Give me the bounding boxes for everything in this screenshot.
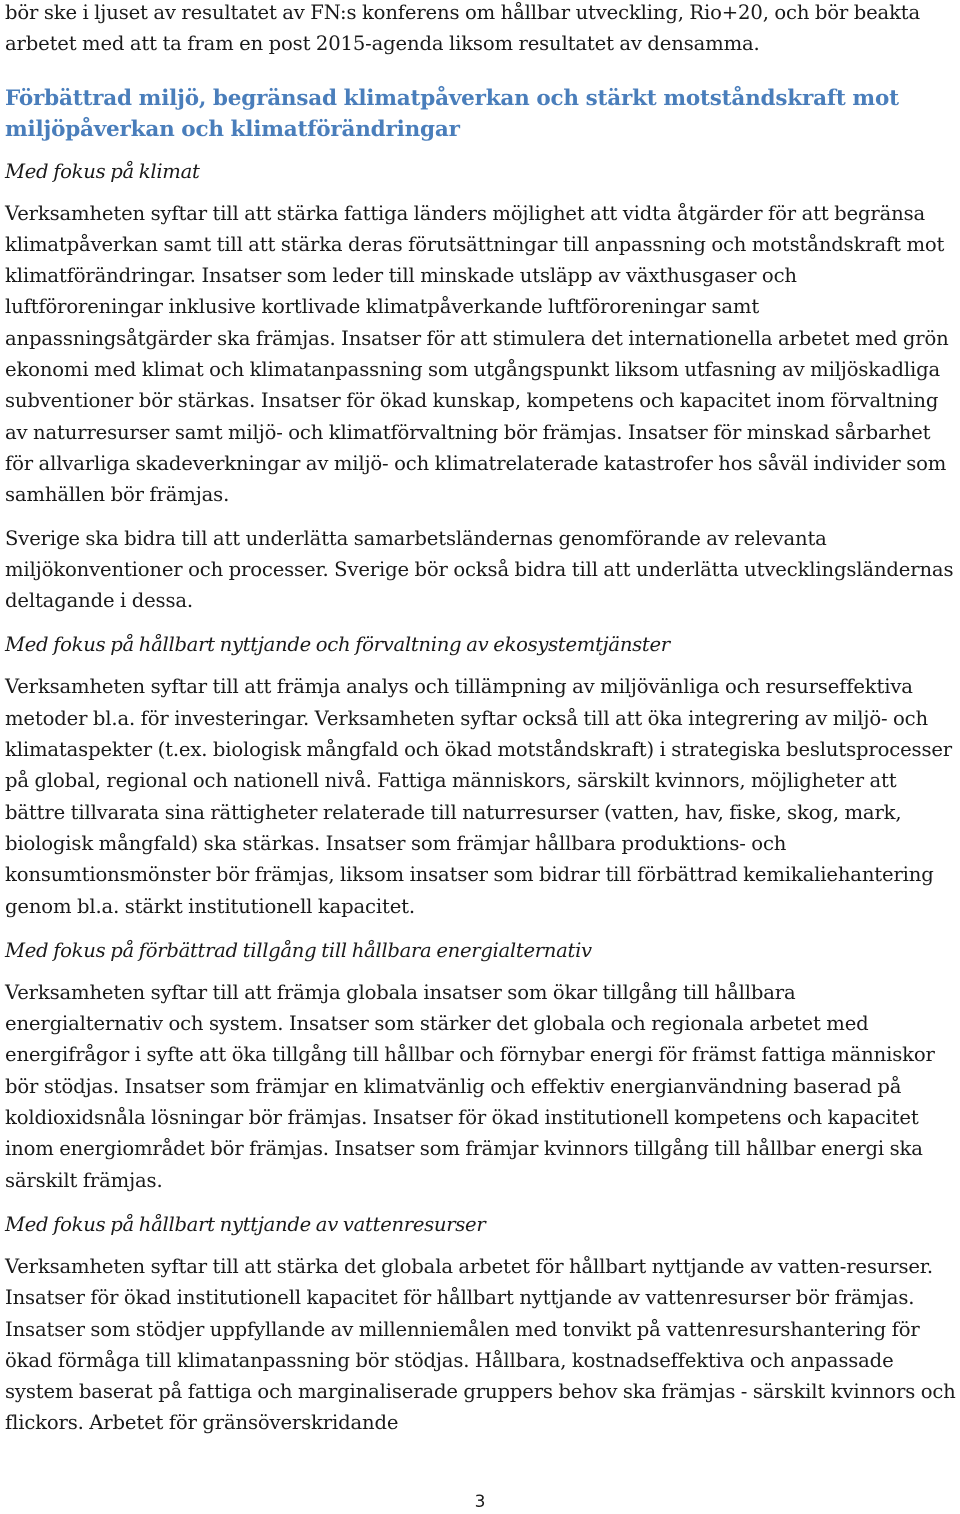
energy-paragraph: Verksamheten syftar till att främja globala insatser som ökar tillgång till hållbara energialternativ och system. Insatser som stärker det globala och regionala arbetet med energifrågor i syfte att öka tillgång till hållbar och förnybar energi för främst fattiga människor bör stödjas. Insatser som främjar en klimatvänlig och effektiv energianvändning baserad på koldioxidsnåla lösningar bör främjas. Insatser för ökad institutionell kompetens och kapacitet inom energiområdet bör främjas. Insatser som främjar kvinnors tillgång till hållbar energi ska särskilt främjas.: [5, 980, 935, 1192]
climate-paragraph-1: Verksamheten syftar till att stärka fattiga länders möjlighet att vidta åtgärder för att begränsa klimatpåverkan samt till att stärka deras förutsättningar till anpassning och motståndskraft mot klimatförändringar. Insatser som leder till minskade utsläpp av växthusgaser och luftföroreningar inklusive kortlivade klimatpåverkande luftföroreningar samt anpassningsåtgärder ska främjas. Insatser för att stimulera det internationella arbetet med grön ekonomi med klimat och klimatanpassning som utgångspunkt liksom utfasning av miljöskadliga subventioner bör stärkas. Insatser för ökad kunskap, kompetens och kapacitet inom förvaltning av naturresurser samt miljö- och klimatförvaltning bör främjas. Insatser för minskad sårbarhet för allvarliga skadeverkningar av miljö- och klimatrelaterade katastrofer hos såväl individer som samhällen bör främjas.: [5, 201, 949, 507]
water-paragraph: Verksamheten syftar till att stärka det globala arbetet för hållbart nyttjande av vatten-resurser. Insatser för ökad institutionell kapacitet för hållbart nyttjande av vattenresurser bör främjas. Insatser som stödjer uppfyllande av millenniemålen med tonvikt på vattenresurshantering för ökad förmåga till klimatanpassning bör stödjas. Hållbara, kostnadseffektiva och anpassade system baserat på fattiga och marginaliserade gruppers behov ska främjas - särskilt kvinnors och flickors. Arbetet för gränsöverskridande: [5, 1254, 956, 1435]
document-page: [5, 0, 957, 1439]
page-number: 3: [474, 1492, 486, 1512]
climate-paragraph-2: Sverige ska bidra till att underlätta samarbetsländernas genomförande av relevanta miljökonventioner och processer. Sverige bör också bidra till att underlätta utvecklingsländernas deltagande i dessa.: [5, 526, 954, 613]
section-title: Förbättrad miljö, begränsad klimatpåverkan och stärkt motståndskraft mot miljöpåverkan och klimatförändringar: [5, 85, 899, 142]
subheading-ecosystem: Med fokus på hållbart nyttjande och förvaltning av ekosystemtjänster: [5, 633, 670, 657]
subheading-water: Med fokus på hållbart nyttjande av vattenresurser: [5, 1212, 486, 1236]
subheading-climate: Med fokus på klimat: [5, 159, 200, 183]
ecosystem-paragraph: Verksamheten syftar till att främja analys och tillämpning av miljövänliga och resurseffektiva metoder bl.a. för investeringar. Verksamheten syftar också till att öka integrering av miljö- och klimataspekter (t.ex. biologisk mångfald och ökad motståndskraft) i strategiska beslutsprocesser på global, regional och nationell nivå. Fattiga människors, särskilt kvinnors, möjligheter att bättre tillvarata sina rättigheter relaterade till naturresurser (vatten, hav, fiske, skog, mark, biologisk mångfald) ska stärkas. Insatser som främjar hållbara produktions- och konsumtionsmönster bör främjas, liksom insatser som bidrar till förbättrad kemikaliehantering genom bl.a. stärkt institutionell kapacitet.: [5, 675, 953, 918]
subheading-energy: Med fokus på förbättrad tillgång till hållbara energialternativ: [5, 938, 592, 962]
intro-paragraph: bör ske i ljuset av resultatet av FN:s konferens om hållbar utveckling, Rio+20, och bör beakta arbetet med att ta fram en post 2015-agenda liksom resultatet av densamma.: [5, 1, 921, 56]
